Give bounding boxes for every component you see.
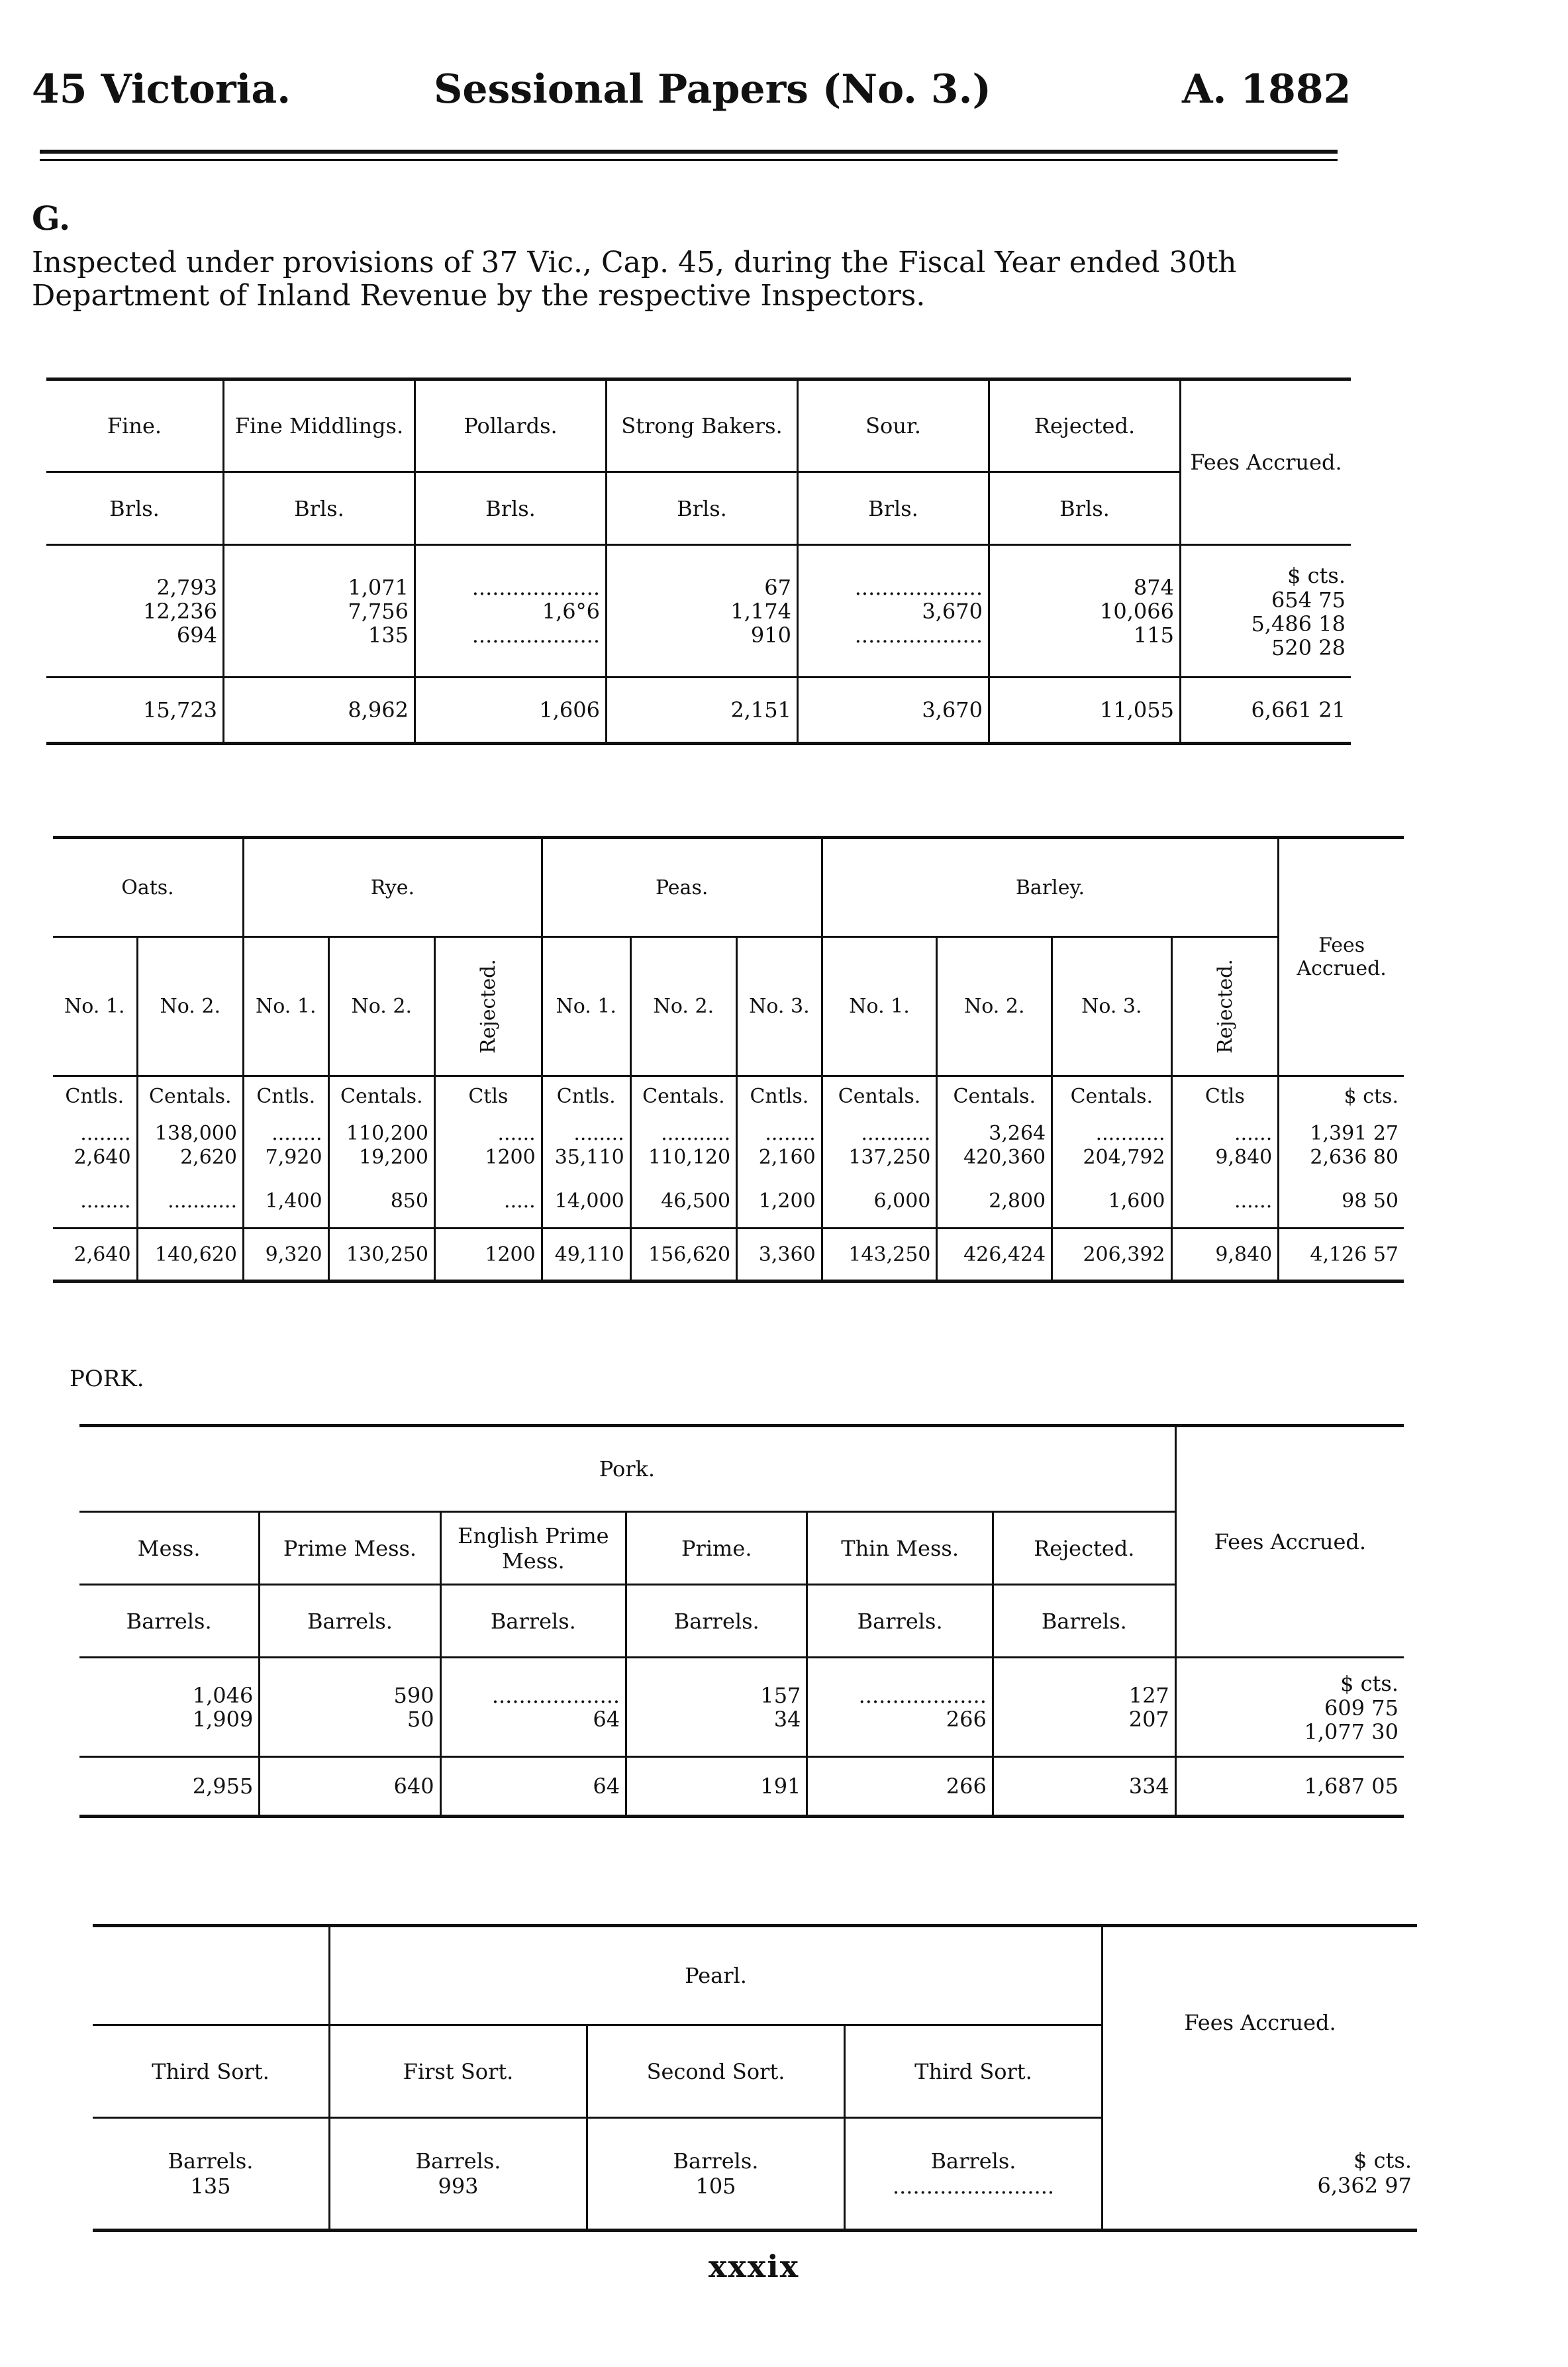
unit: Cntls.: [542, 1076, 630, 1116]
unit: Barrels.: [415, 2148, 501, 2174]
cell: 874 10,066 115: [989, 545, 1181, 678]
col-thin-mess: Thin Mess.: [807, 1512, 993, 1585]
cell: 3,264 420,360: [937, 1116, 1052, 1176]
col-fine: Fine.: [46, 379, 224, 472]
unit: Barrels.: [626, 1585, 807, 1658]
total: 191: [626, 1757, 807, 1817]
cell: 138,000 2,620: [137, 1116, 243, 1176]
cell: ...... 1200: [434, 1116, 542, 1176]
total: 130,250: [328, 1229, 434, 1282]
fees-values: 609 75 1,077 30: [1304, 1695, 1398, 1744]
unit: Brls.: [989, 472, 1181, 545]
flour-table: [46, 378, 1351, 745]
cell: 14,000: [542, 1176, 630, 1229]
cell: 127 207: [993, 1658, 1175, 1757]
group-barley: Barley.: [822, 838, 1279, 937]
unit: Ctls: [434, 1076, 542, 1116]
cell-fees: [1181, 545, 1351, 678]
group-pearl: Pearl.: [330, 1926, 1102, 2025]
total: 640: [260, 1757, 440, 1817]
cell: ........ 2,640: [74, 1121, 131, 1169]
cell: ........... 204,792: [1052, 1116, 1171, 1176]
col-sour: Sour.: [798, 379, 989, 472]
sub-oats-no2: No. 2.: [137, 937, 243, 1076]
group-peas: Peas.: [542, 838, 822, 937]
col-mess: Mess.: [79, 1512, 260, 1585]
unit: Barrels.: [807, 1585, 993, 1658]
unit: Cntls.: [65, 1084, 124, 1108]
group-oats: Oats.: [53, 838, 243, 937]
cell: [330, 2118, 587, 2231]
cell: 67 1,174 910: [607, 545, 798, 678]
total: 2,955: [79, 1757, 260, 1817]
cell: 850: [328, 1176, 434, 1229]
sub-peas-no3: No. 3.: [737, 937, 822, 1076]
cell: ........... 110,120: [630, 1116, 736, 1176]
cell: ...... 9,840: [1171, 1116, 1279, 1176]
cell-fees: [1102, 2118, 1418, 2231]
pork-label: PORK.: [70, 1366, 144, 1392]
sub-rye-rejected: [434, 937, 542, 1076]
cell: ........: [53, 1176, 137, 1229]
cell: ................... 266: [807, 1658, 993, 1757]
cell: 110,200 19,200: [328, 1116, 434, 1176]
unit: Brls.: [46, 472, 224, 545]
total: 140,620: [137, 1229, 243, 1282]
total: 1200: [434, 1229, 542, 1282]
header-rule: [40, 150, 1338, 154]
cell: ................... 64: [440, 1658, 626, 1757]
cell: .....: [434, 1176, 542, 1229]
col-pearl-second-sort: Second Sort.: [587, 2025, 845, 2118]
total: 11,055: [989, 678, 1181, 744]
cell: ......: [1171, 1176, 1279, 1229]
col-fees-accrued: Fees Accrued.: [1279, 838, 1404, 1076]
col-strong-bakers: Strong Bakers.: [607, 379, 798, 472]
cell: 46,500: [630, 1176, 736, 1229]
sub-barley-rejected-label: Rejected.: [1213, 959, 1237, 1054]
cell: [93, 2118, 330, 2231]
cell: [587, 2118, 845, 2231]
col-prime-mess: Prime Mess.: [260, 1512, 440, 1585]
unit: Centals.: [822, 1076, 937, 1116]
col-pearl-first-sort: First Sort.: [330, 2025, 587, 2118]
sub-rye-no1: No. 1.: [243, 937, 328, 1076]
unit: Centals.: [328, 1076, 434, 1116]
total: 64: [440, 1757, 626, 1817]
total: 334: [993, 1757, 1175, 1817]
col-english-prime-mess: English Prime Mess.: [440, 1512, 626, 1585]
col-prime: Prime.: [626, 1512, 807, 1585]
cell: ........ 35,110: [542, 1116, 630, 1176]
total-fees: 1,687 05: [1175, 1757, 1404, 1817]
total: 1,606: [415, 678, 607, 744]
cell: [845, 2118, 1102, 2231]
sub-oats-no1: No. 1.: [53, 937, 137, 1076]
total: 8,962: [224, 678, 415, 744]
total: 3,360: [737, 1229, 822, 1282]
total: 3,670: [798, 678, 989, 744]
cell-fees: 1,391 27 2,636 80: [1279, 1116, 1404, 1176]
cell: 1,046 1,909: [79, 1658, 260, 1757]
cell: ...........: [137, 1176, 243, 1229]
col-fees-accrued: Fees Accrued.: [1175, 1426, 1404, 1658]
cell: ........ 2,160: [737, 1116, 822, 1176]
page-number: xxxix: [709, 2248, 800, 2284]
cell: ........... 137,250: [822, 1116, 937, 1176]
col-fees-accrued: Fees Accrued.: [1102, 1926, 1418, 2118]
cell: 2,793 12,236 694: [46, 545, 224, 678]
value: 993: [438, 2174, 479, 2199]
value: 105: [695, 2174, 736, 2199]
sub-peas-no1: No. 1.: [542, 937, 630, 1076]
unit: Cntls.: [737, 1076, 822, 1116]
total: 49,110: [542, 1229, 630, 1282]
cell: 1,071 7,756 135: [224, 545, 415, 678]
pork-table: [79, 1424, 1404, 1818]
total: 2,640: [53, 1229, 137, 1282]
total: 266: [807, 1757, 993, 1817]
cell: 590 50: [260, 1658, 440, 1757]
cell: 157 34: [626, 1658, 807, 1757]
col-third-sort: Third Sort.: [93, 2025, 330, 2118]
unit: Barrels.: [673, 2148, 759, 2174]
total: 9,840: [1171, 1229, 1279, 1282]
unit: Centals.: [137, 1076, 243, 1116]
value: 135: [190, 2174, 231, 2199]
sub-peas-no2: No. 2.: [630, 937, 736, 1076]
fees-units: $ cts.: [1340, 1670, 1398, 1696]
unit: Barrels.: [993, 1585, 1175, 1658]
col-rejected: Rejected.: [993, 1512, 1175, 1585]
unit: Centals.: [937, 1076, 1052, 1116]
cell: ........ 7,920: [243, 1116, 328, 1176]
cell: 1,400: [243, 1176, 328, 1229]
sub-rye-no2: No. 2.: [328, 937, 434, 1076]
total: 15,723: [46, 678, 224, 744]
sub-rye-rejected-label: Rejected.: [476, 959, 500, 1054]
unit: Barrels.: [440, 1585, 626, 1658]
total: 426,424: [937, 1229, 1052, 1282]
unit: Cntls.: [243, 1076, 328, 1116]
unit: Centals.: [630, 1076, 736, 1116]
unit: Brls.: [798, 472, 989, 545]
blank-header: [93, 1926, 330, 2025]
intro-text: [32, 246, 1555, 313]
header-left: 45 Victoria.: [32, 66, 291, 113]
unit: Brls.: [415, 472, 607, 545]
cell: 1,600: [1052, 1176, 1171, 1229]
cell: 1,200: [737, 1176, 822, 1229]
total-fees: 4,126 57: [1279, 1229, 1404, 1282]
unit: Brls.: [224, 472, 415, 545]
fees-units: $ cts.: [1287, 562, 1346, 588]
col-fees-accrued: Fees Accrued.: [1181, 379, 1351, 545]
value: ........................: [892, 2174, 1055, 2199]
cell: 2,800: [937, 1176, 1052, 1229]
sub-barley-no2: No. 2.: [937, 937, 1052, 1076]
unit: Barrels.: [79, 1585, 260, 1658]
sub-barley-rejected: [1171, 937, 1279, 1076]
group-rye: Rye.: [243, 838, 542, 937]
header-rule-thin: [40, 159, 1338, 161]
grain-table: [53, 836, 1404, 1283]
header-right: A. 1882: [1182, 66, 1351, 113]
col-fine-middlings: Fine Middlings.: [224, 379, 415, 472]
sub-barley-no3: No. 3.: [1052, 937, 1171, 1076]
section-mark: G.: [32, 199, 71, 238]
total-fees: 6,661 21: [1181, 678, 1351, 744]
total: 9,320: [243, 1229, 328, 1282]
unit: $ cts.: [1353, 2148, 1412, 2174]
total: 156,620: [630, 1229, 736, 1282]
col-pearl-third-sort: Third Sort.: [845, 2025, 1102, 2118]
cell: ................... 1,6°6 ...................: [415, 545, 607, 678]
unit: Barrels.: [930, 2148, 1016, 2174]
total: 143,250: [822, 1229, 937, 1282]
unit: Centals.: [1052, 1076, 1171, 1116]
unit: Ctls: [1171, 1076, 1279, 1116]
total: 206,392: [1052, 1229, 1171, 1282]
cell: 6,000: [822, 1176, 937, 1229]
unit: Brls.: [607, 472, 798, 545]
intro-line-2: Department of Inland Revenue by the respective Inspectors.: [32, 279, 926, 313]
header-center: Sessional Papers (No. 3.): [434, 66, 991, 113]
cell: ................... 3,670 ...................: [798, 545, 989, 678]
unit: Barrels.: [168, 2148, 254, 2174]
sub-barley-no1: No. 1.: [822, 937, 937, 1076]
cell-fees: 98 50: [1279, 1176, 1404, 1229]
fees-values: 654 75 5,486 18 520 28: [1251, 587, 1346, 660]
cell-fees: [1175, 1658, 1404, 1757]
intro-line-1: Inspected under provisions of 37 Vic., Cap. 45, during the Fiscal Year ended 30th: [32, 246, 1237, 279]
col-rejected: Rejected.: [989, 379, 1181, 472]
group-pork: Pork.: [79, 1426, 1175, 1512]
value: 6,362 97: [1317, 2173, 1412, 2199]
unit: Barrels.: [260, 1585, 440, 1658]
ashes-table: [93, 1924, 1417, 2232]
total: 2,151: [607, 678, 798, 744]
fees-units: $ cts.: [1279, 1076, 1404, 1116]
col-pollards: Pollards.: [415, 379, 607, 472]
